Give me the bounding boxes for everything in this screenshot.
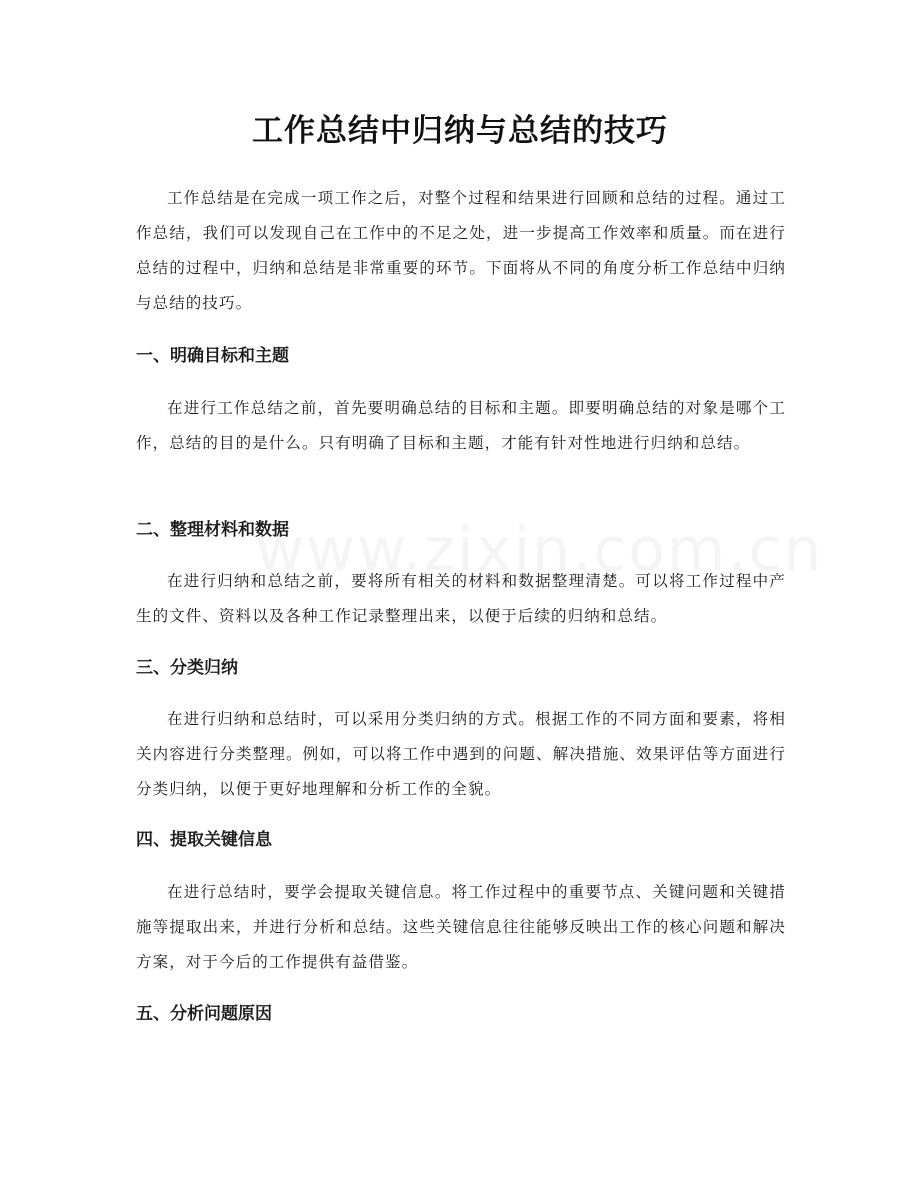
section-body-3: 在进行归纳和总结时，可以采用分类归纳的方式。根据工作的不同方面和要素，将相关内容进行分类整理。例如，可以将工作中遇到的问题、解决措施、效果评估等方面进行分类归纳，以便于更好地理解和分析工作的全貌。 (136, 710, 786, 798)
document-title: 工作总结中归纳与总结的技巧 (252, 113, 668, 149)
section-heading-5: 五、分析问题原因 (136, 1004, 272, 1024)
section-body-2: 在进行归纳和总结之前，要将所有相关的材料和数据整理清楚。可以将工作过程中产生的文件、资料以及各种工作记录整理出来，以便于后续的归纳和总结。 (136, 572, 786, 625)
section-body-1: 在进行工作总结之前，首先要明确总结的目标和主题。即要明确总结的对象是哪个工作，总结的目的是什么。只有明确了目标和主题，才能有针对性地进行归纳和总结。 (136, 399, 786, 452)
section-heading-1: 一、明确目标和主题 (136, 346, 289, 366)
section-heading-2: 二、整理材料和数据 (136, 520, 289, 540)
section-body-4: 在进行总结时，要学会提取关键信息。将工作过程中的重要节点、关键问题和关键措施等提取出来，并进行分析和总结。这些关键信息往往能够反映出工作的核心问题和解决方案，对于今后的工作提供有益借鉴。 (136, 883, 786, 971)
section-heading-3: 三、分类归纳 (136, 658, 238, 678)
intro-paragraph: 工作总结是在完成一项工作之后，对整个过程和结果进行回顾和总结的过程。通过工作总结，我们可以发现自己在工作中的不足之处，进一步提高工作效率和质量。而在进行总结的过程中，归纳和总结是非常重要的环节。下面将从不同的角度分析工作总结中归纳与总结的技巧。 (136, 189, 786, 312)
section-heading-4: 四、提取关键信息 (136, 830, 272, 850)
